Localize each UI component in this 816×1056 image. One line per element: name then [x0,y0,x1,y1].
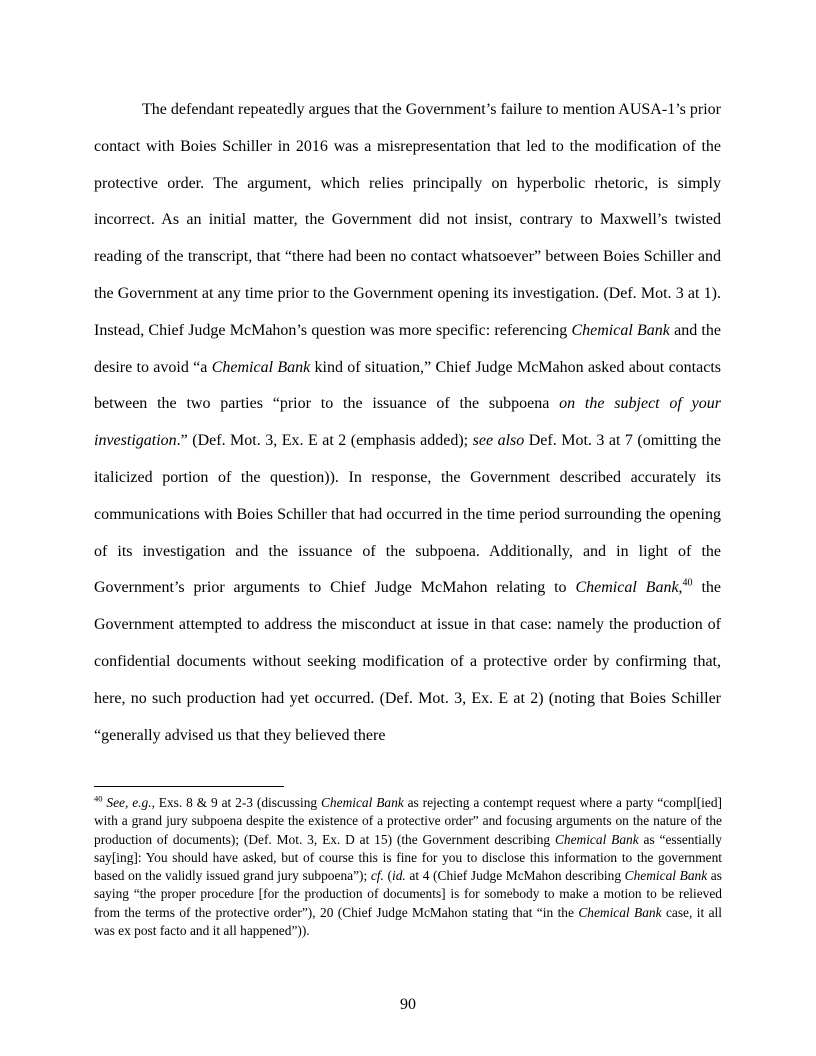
text-run: at 4 (Chief Judge McMahon describing [405,868,625,884]
text-run: Chemical Bank [321,795,404,810]
text-run: e.g. [132,795,152,810]
text-run: on the subject of your investigation [94,395,722,450]
footnote-reference: 40 [94,793,103,804]
text-run: The defendant repeatedly argues that the Government’s failure to mention AUSA-1’s prior contact with Boies Schiller in 2016 was a misrepresentation that led to the modification of the protective order. The argument, which relies principally on hyperbolic rhetoric, is simply incorrect. As an initial matter, the Government did not insist, contrary to Maxwell’s twisted reading of the transcript, that “there had been no contact whatsoever” between Boies Schiller and the Government at any time prior to the Government opening its investigation. (Def. Mot. 3 at 1). Instead, Chief Judge McMahon’s question was more specific: referencing [94,101,721,339]
text-run: , [124,795,133,810]
text-run: case, it all was ex post facto and it all happened”)). [94,904,722,939]
text-run: cf. [370,868,384,884]
text-run: ( [383,868,392,884]
text-run: , Exs. 8 & 9 at 2-3 (discussing [151,795,321,810]
text-run: Chemical Bank [578,904,662,920]
text-run: Chemical Bank [211,358,311,376]
text-run: the Government attempted to address the misconduct at issue in that case: namely the production of confidential documents without seeking modification of a protective order by confirming that, here, no such production had yet occurred. (Def. Mot. 3, Ex. E at 2) (noting that Boies Schiller “generally advised us that they believed there [94,579,721,744]
text-run: id. [391,868,406,884]
text-run: .” (Def. Mot. 3, Ex. E at 2 (emphasis added); [176,432,473,450]
footnote-reference: 40 [682,578,693,590]
text-run: Def. Mot. 3 at 7 (omitting the italicized portion of the question)). In response, the Government described accurately its communications with Boies Schiller that had occurred in the time period surrounding the opening of its investigation and the issuance of the subpoena. Additionally, and in light of the Government’s prior arguments to Chief Judge McMahon relating to [94,432,722,597]
body-paragraph [94,92,721,754]
footnote-separator [94,786,284,787]
text-run: Chemical Bank [571,321,670,339]
text-run: kind of situation,” Chief Judge McMahon asked about contacts between the two parties “prior to the issuance of the subpoena [94,358,721,413]
text-run: , [678,579,683,597]
text-run: Chemical Bank [624,868,708,884]
text-run: Chemical Bank [554,831,639,847]
text-run: as saying “the proper procedure [for the production of documents] is for somebody to make a motion to be relieved from the terms of the protective order”), 20 (Chief Judge McMahon stating that “in the [94,868,722,920]
text-run: as “essentially say[ing]: You should have asked, but of course this is fine for you to disclose this information to the government based on the validly issued grand jury subpoena”); [94,831,722,884]
text-run: as rejecting a contempt request where a party “compl[ied] with a grand jury subpoena despite the existence of a protective order” and focusing arguments on the nature of the production of documents); (Def. Mot. 3, Ex. D at 15) (the Government describing [94,795,722,847]
body-text-block [94,92,721,754]
text-run: and the desire to avoid “a [94,321,721,376]
text-run: See [106,795,125,810]
page-number: 90 [400,996,416,1013]
footnote-40 [94,794,722,940]
text-run: Chemical Bank [575,579,679,597]
text-run: see also [472,432,525,450]
